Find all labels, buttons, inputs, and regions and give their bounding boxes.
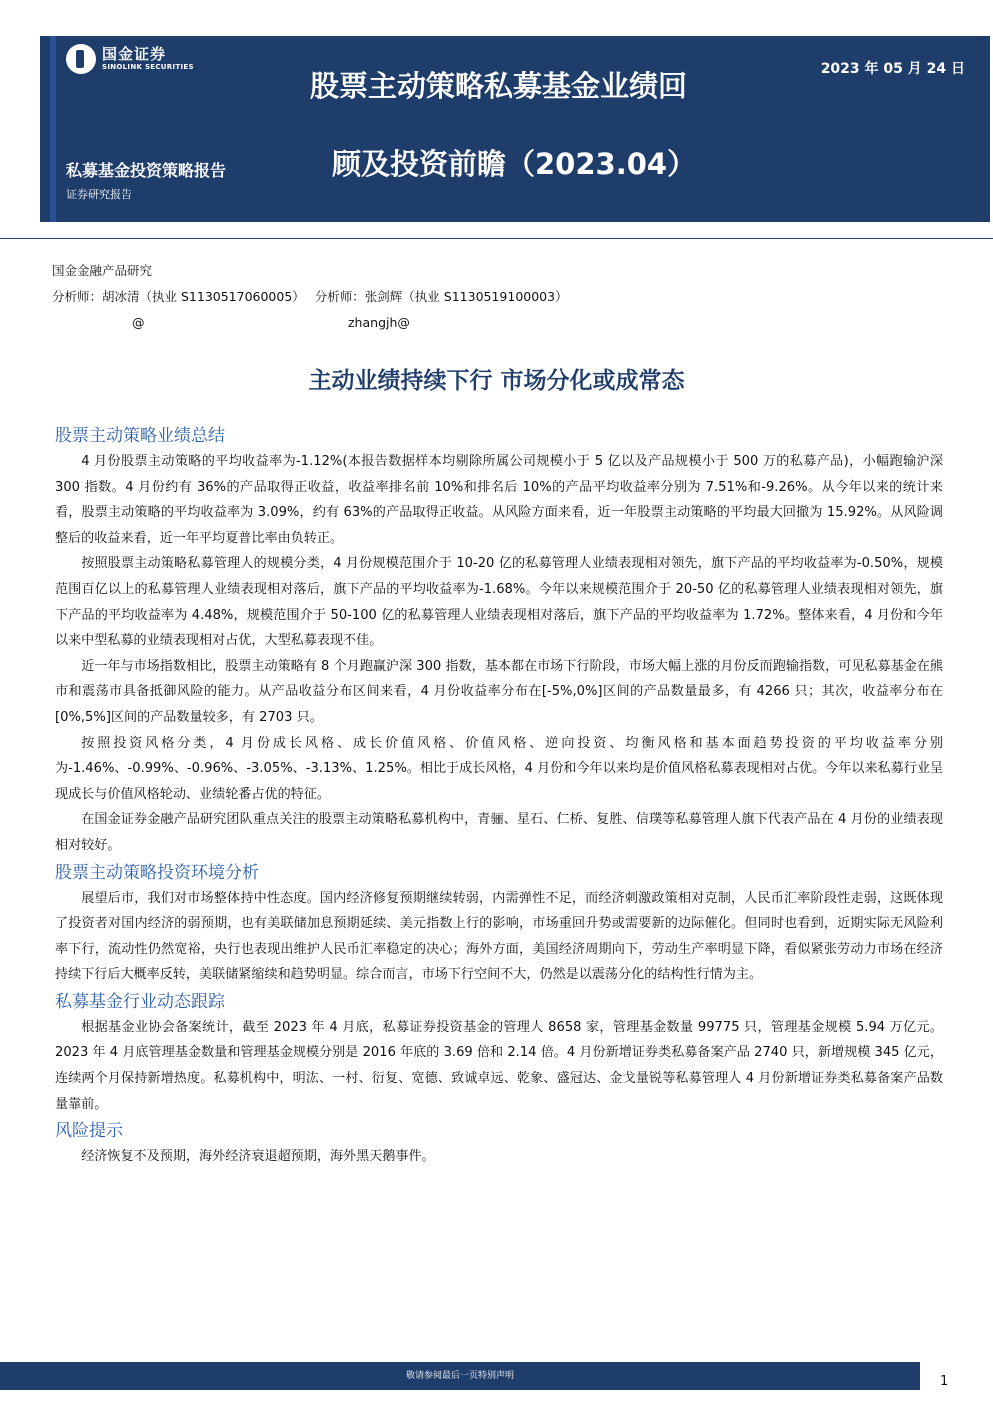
section-industry-tracking: [55, 990, 943, 1117]
report-headline: 主动业绩持续下行 市场分化或成常态: [308, 368, 685, 394]
analyst-1-email[interactable]: @: [132, 315, 145, 330]
paragraph: 按照股票主动策略私募管理人的规模分类，4 月份规模范围介于 10-20 亿的私募管理人业绩表现相对领先，旗下产品的平均收益率为-0.50%，规模范围百亿以上的私募管理人业绩表现相对落后，旗下产品的平均收益率为-1.68%。今年以来规模范围介于 20-50 亿的私募管理人业绩表现相对领先，旗下产品的平均收益率为 4.48%，规模范围介于 50-100 亿的私募管理人业绩表现相对落后，旗下产品的平均收益率为 1.72%。整体来看，4 月份和今年以来中型私募的业绩表现相对占优，大型私募表现不佳。: [55, 556, 943, 649]
logo-en-text: SINOLINK SECURITIES: [102, 63, 194, 71]
header-divider: [0, 238, 993, 239]
report-series: 私募基金投资策略报告: [66, 161, 227, 180]
footer-disclaimer-note: 敬请参阅最后一页特别声明: [405, 1371, 514, 1381]
header-accent-bar: [50, 36, 56, 222]
analyst-emails: [52, 310, 568, 336]
paragraph: 近一年与市场指数相比，股票主动策略有 8 个月跑赢沪深 300 指数，基本都在市场下行阶段，市场大幅上涨的月份反而跑输指数，可见私募基金在熊市和震荡市具备抵御风险的能力。从产品收益分布区间来看，4 月份收益率分布在[-5%,0%]区间的产品数量最多，有 4266 只；其次，收益率分布在[0%,5%]区间的产品数量较多，有 2703 只。: [55, 658, 943, 725]
section-investment-environment: [55, 861, 943, 988]
logo-text: [102, 46, 194, 72]
report-body: [55, 424, 943, 1170]
section-risk-warning: [55, 1119, 943, 1170]
report-title: [310, 66, 696, 184]
section-title: 私募基金行业动态跟踪: [55, 991, 225, 1012]
analyst-info: [52, 258, 568, 336]
analyst-2-email[interactable]: zhangjh@: [348, 315, 410, 330]
research-team: 国金金融产品研究: [52, 263, 153, 278]
section-title: 股票主动策略业绩总结: [55, 426, 225, 446]
section-title: 风险提示: [55, 1121, 123, 1142]
analyst-1: 分析师：胡冰清（执业 S1130517060005）: [52, 289, 305, 304]
report-title-line1: 股票主动策略私募基金业绩回: [310, 69, 688, 103]
paragraph: 在国金证券金融产品研究团队重点关注的股票主动策略私募机构中，青骊、星石、仁桥、复胜、信璞等私募管理人旗下代表产品在 4 月份的业绩表现相对较好。: [55, 812, 943, 853]
paragraph: 4 月份股票主动策略的平均收益率为-1.12%(本报告数据样本均剔除所属公司规模小于 5 亿以及产品规模小于 500 万的私募产品)，小幅跑输沪深 300 指数。4 月份约有 36%的产品取得正收益，收益率排名前 10%和排名后 10%的产品平均收益率分别为 7.51%和-9.26%。从今年以来的统计来看，股票主动策略的平均收益率为 3.09%，约有 63%的产品取得正收益。从风险方面来看，近一年股票主动策略的平均最大回撤为 15.92%。从风险调整后的收益来看，近一年平均夏普比率由负转正。: [55, 454, 943, 546]
analyst-2: 分析师：张剑辉（执业 S1130519100003）: [314, 289, 568, 304]
paragraph: 经济恢复不及预期，海外经济衰退超预期，海外黑天鹅事件。: [81, 1149, 435, 1165]
page-number: 1: [940, 1374, 949, 1389]
paragraph: 展望后市，我们对市场整体持中性态度。国内经济修复预期继续转弱，内需弹性不足，而经济刺激政策相对克制，人民币汇率阶段性走弱，这既体现了投资者对国内经济的弱预期，也有美联储加息预期延续、美元指数上行的影响，市场重回升势或需要新的边际催化。但同时也看到，近期实际无风险利率下行，流动性仍然宽裕，央行也表现出维护人民币汇率稳定的决心；海外方面，美国经济周期向下，劳动生产率明显下降，看似紧张劳动力市场在经济持续下行后大概率反转，美联储紧缩续和趋势明显。综合而言，市场下行空间不大，仍然是以震荡分化的结构性行情为主。: [55, 890, 943, 983]
paragraph: 根据基金业协会备案统计，截至 2023 年 4 月底，私募证券投资基金的管理人 8658 家，管理基金数量 99775 只，管理基金规模 5.94 万亿元。2023 年 4 月底管理基金数量和管理基金规模分别是 2016 年底的 3.69 倍和 2.14 倍。4 月份新增证券类私募备案产品 2740 只，新增规模 345 亿元，连续两个月保持新增热度。私募机构中，明汯、一村、衍复、宽德、致诚卓远、乾象、盛冠达、金戈量锐等私募管理人 4 月份新增证券类私募备案产品数量靠前。: [55, 1019, 943, 1112]
logo-icon: [66, 44, 96, 74]
logo-cn-text: 国金证券: [102, 45, 167, 63]
section-performance-summary: [55, 424, 943, 859]
report-title-line2: 顾及投资前瞻（2023.04）: [332, 147, 697, 181]
company-logo: [66, 44, 194, 74]
paragraph: 按照投资风格分类，4 月份成长风格、成长价值风格、价值风格、逆向投资、均衡风格和基本面趋势投资的平均收益率分别为-1.46%、-0.99%、-0.96%、-3.05%、-3.13%、1.25%。相比于成长风格，4 月份和今年以来均是价值风格私募表现相对占优。今年以来私募行业呈现成长与价值风格轮动、业绩轮番占优的特征。: [55, 735, 944, 802]
section-title: 股票主动策略投资环境分析: [55, 862, 259, 883]
report-date: 2023 年 05 月 24 日: [820, 61, 965, 77]
report-type: 证券研究报告: [66, 188, 132, 201]
analyst-list: [52, 284, 568, 310]
